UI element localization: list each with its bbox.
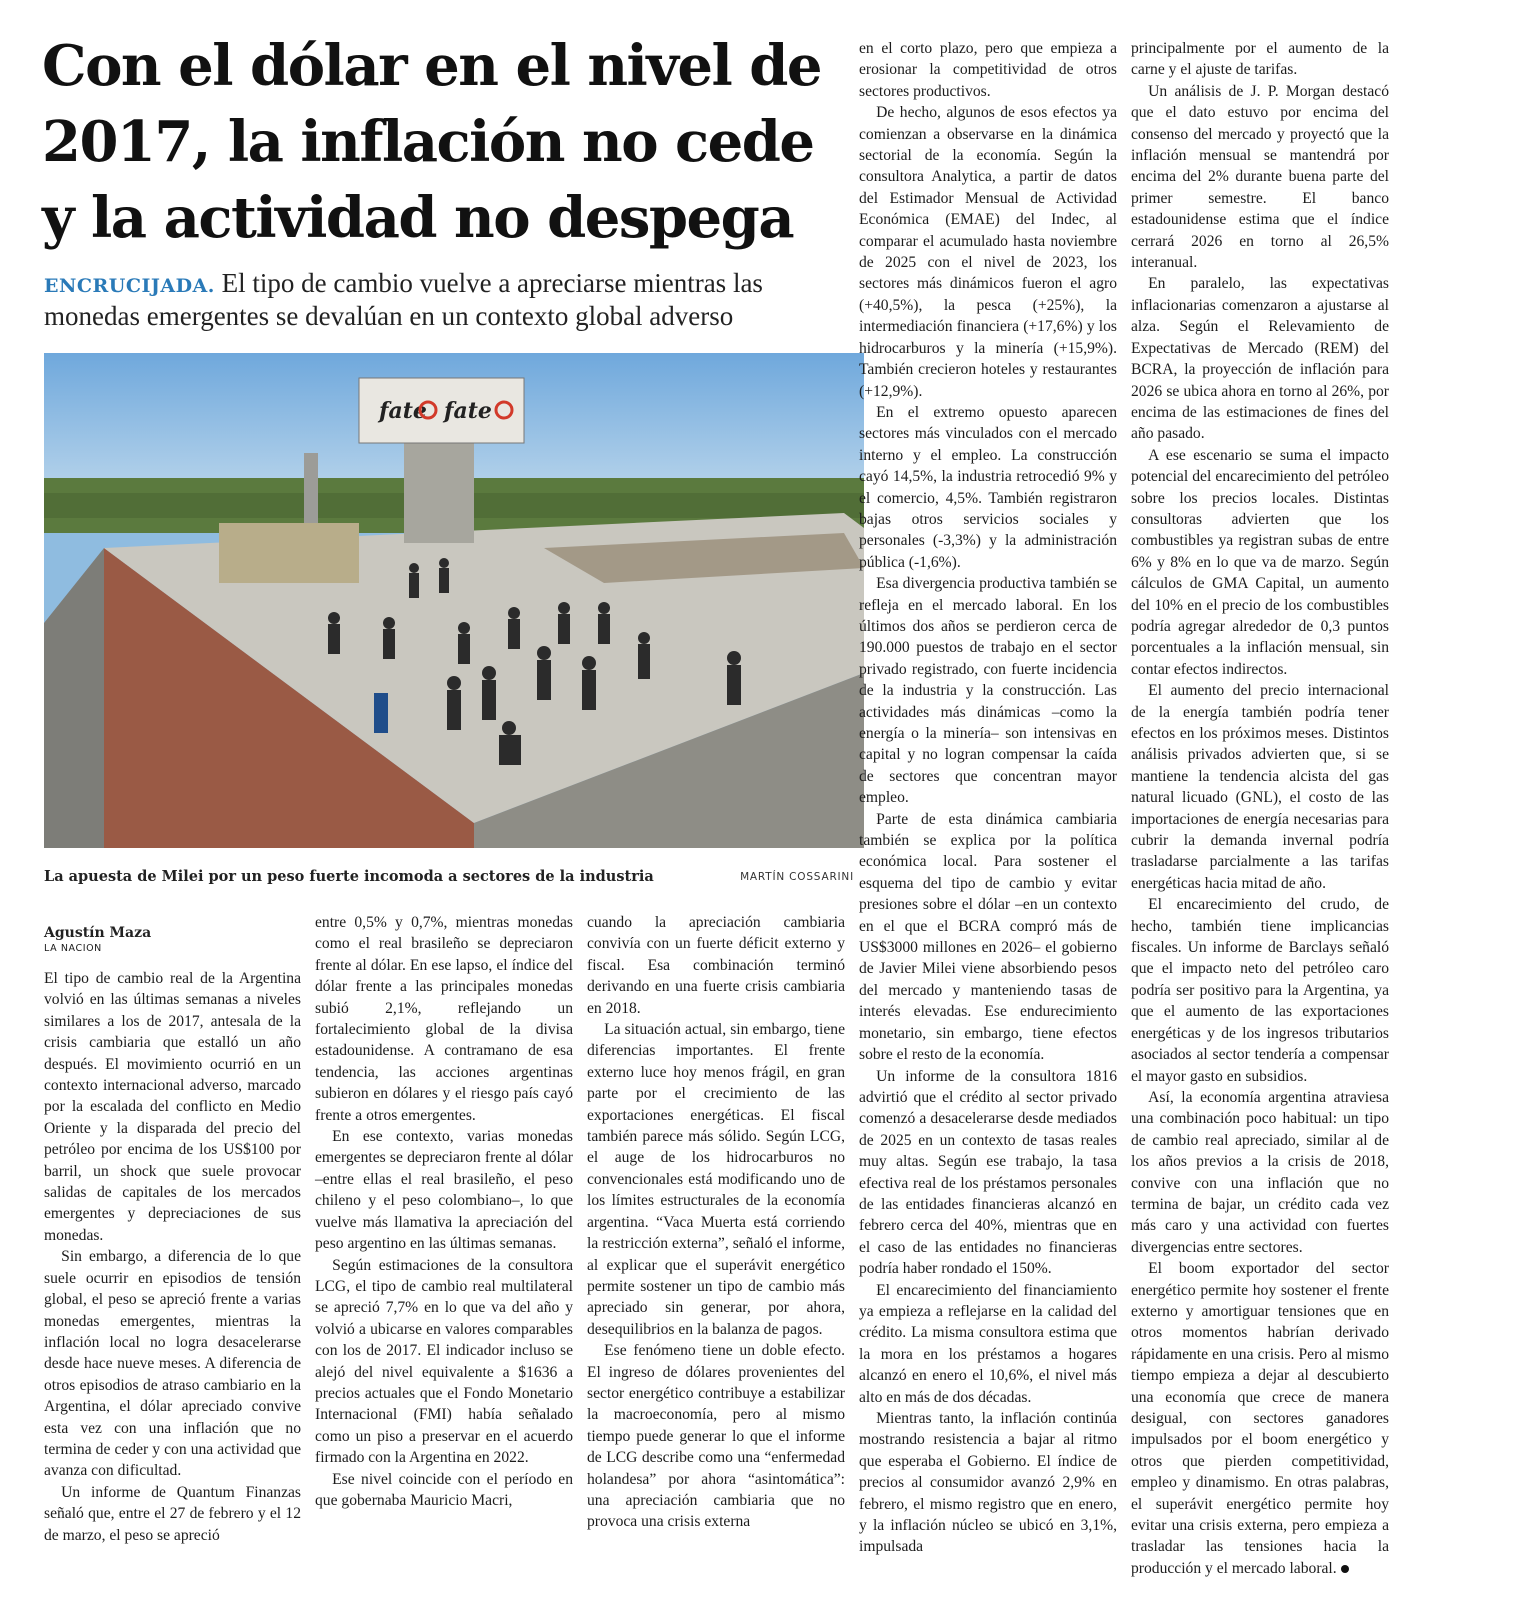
paragraph: Así, la economía argentina atraviesa una combinación poco habitual: un tipo de cambio real apreciado, similar al de los años previos a la crisis de 2018, convive con una inflación que no termina de bajar, un crédito cada vez más caro y una actividad con fuertes divergencias entre sectores.	[1131, 1088, 1389, 1256]
paragraph: entre 0,5% y 0,7%, mientras monedas como el real brasileño se depreciaron frente al dólar. En ese lapso, el índice del dólar frente a las principales monedas subió 2,1%, reflejando un fortalecimiento global de la divisa estadounidense. A contramano de esa tendencia, las acciones argentinas subieron en dólares y el riesgo país cayó frente a otros emergentes.	[315, 914, 573, 1124]
end-mark-icon	[1341, 1565, 1349, 1573]
paragraph: principalmente por el aumento de la carne y el ajuste de tarifas.	[1131, 40, 1389, 79]
paragraph: El aumento del precio internacional de la energía también podría tener efectos en los próximos meses. Distintos análisis privados advierten que, si se mantiene la tendencia alcista del gas natural licuado (GNL), el costo de las importaciones de energía necesarias para cubrir la demanda invernal podría trasladarse parcialmente a las tarifas energéticas hacia mitad de año.	[1131, 682, 1389, 892]
paragraph: Parte de esta dinámica cambiaria también se explica por la política económica local. Para sostener el esquema del tipo de cambio y evitar presiones sobre el dólar –en un contexto en el que el BCRA compró más de US$3000 millones en 2026– el gobierno de Javier Milei viene absorbiendo pesos del mercado y manteniendo tasas de interés elevadas. Ese endurecimiento monetario, sin embargo, tiene efectos sobre el resto de la economía.	[859, 810, 1117, 1064]
headline: Con el dólar en el nivel de 2017, la inflación no cede y la actividad no despega	[42, 33, 822, 251]
paragraph: Sin embargo, a diferencia de lo que suele ocurrir en episodios de tensión global, el peso se apreció frente a varias monedas emergentes, mientras la inflación local no logra desacelerarse desde hace nueve meses. A diferencia de otros episodios de atraso cambiario en la Argentina, el dólar apreciado convive esta vez con una inflación que no termina de ceder y con una actividad que avanza con dificultad.	[44, 1248, 301, 1480]
paragraph: El encarecimiento del crudo, de hecho, también tiene implicancias fiscales. Un informe de Barclays señaló que el impacto neto del petróleo caro podría ser positivo para la Argentina, ya que el aumento de las exportaciones energéticas y de los ingresos tributarios asociados al sector tendería a compensar el mayor gasto en subsidios.	[1131, 896, 1389, 1085]
paragraph: en el corto plazo, pero que empieza a erosionar la competitividad de otros sectores productivos.	[859, 40, 1117, 100]
byline-author: Agustín Maza	[44, 925, 152, 941]
deck-text: El tipo de cambio vuelve a apreciarse mientras las monedas emergentes se devalúan en un contexto global adverso	[44, 268, 763, 331]
byline	[44, 925, 294, 954]
paragraph: Un informe de Quantum Finanzas señaló que, entre el 27 de febrero y el 12 de marzo, el peso se apreció	[44, 1483, 301, 1544]
paragraph: En paralelo, las expectativas inflacionarias comenzaron a ajustarse al alza. Según el Relevamiento de Expectativas de Mercado (REM) del BCRA, la proyección de inflación para 2026 se ubica ahora en torno al 26%, por encima de las estimaciones de fines del año pasado.	[1131, 275, 1389, 443]
paragraph: Ese fenómeno tiene un doble efecto. El ingreso de dólares provenientes del sector energético contribuye a estabilizar la macroeconomía, pero al mismo tiempo puede generar lo que el informe de LCG describe como una “enfermedad holandesa” por ahora “asintomática”: una apreciación cambiaria que no provoca una crisis externa	[587, 1342, 845, 1531]
paragraph: El tipo de cambio real de la Argentina volvió en las últimas semanas a niveles similares a los de 2017, antesala de la crisis cambiaria que estalló un año después. El movimiento ocurrió en un contexto internacional adverso, marcado por la escalada del conflicto en Medio Oriente y la disparada del precio del petróleo por encima de los US$100 por barril, un shock que suele provocar salidas de capitales de los mercados emergentes y depreciaciones de sus monedas.	[44, 970, 301, 1244]
photo-sign-right: fate	[444, 398, 492, 424]
deck-kicker: ENCRUCIJADA.	[44, 275, 215, 297]
paragraph: Mientras tanto, la inflación continúa mostrando resistencia a bajar al ritmo que esperaba el Gobierno. El índice de precios al consumidor avanzó 2,9% en febrero, el mismo registro que en enero, y la inflación núcleo se ubicó en 3,1%, impulsada	[859, 1410, 1117, 1556]
deck	[44, 268, 864, 331]
paragraph: Ese nivel coincide con el período en que gobernaba Mauricio Macri,	[315, 1470, 573, 1509]
paragraph: En el extremo opuesto aparecen sectores más vinculados con el mercado interno y el empleo. La construcción cayó 14,5%, la industria retrocedió 9% y el comercio, 4,5%. También registraron bajas otros servicios sociales y personales (-3,3%) y la administración pública (-1,6%).	[859, 403, 1117, 571]
paragraph: Según estimaciones de la consultora LCG, el tipo de cambio real multilateral se apreció 7,7% en lo que va del año y volvió a ubicarse en valores comparables con los de 2017. El indicador incluso se alejó del nivel equivalente a $1636 a precios actuales que el Fondo Monetario Internacional (FMI) había señalado como un piso a preservar en el acuerdo firmado con la Argentina en 2022.	[315, 1256, 573, 1467]
article-column-2	[315, 912, 573, 1511]
paragraph: La situación actual, sin embargo, tiene diferencias importantes. El frente externo luce hoy menos frágil, en gran parte por el crecimiento de las exportaciones energéticas. El fiscal también parece más sólido. Según LCG, el auge de los hidrocarburos no convencionales está modificando uno de los límites estructurales de la economía argentina. “Vaca Muerta está corriendo la restricción externa”, señaló el informe, al explicar que el superávit energético permite sostener un tipo de cambio más apreciado sin generar, por ahora, desequilibrios en la balanza de pagos.	[587, 1021, 845, 1338]
paragraph: Esa divergencia productiva también se refleja en el mercado laboral. En los últimos dos años se perdieron cerca de 190.000 puestos de trabajo en el sector privado registrado, con fuerte incidencia de la industria y la construcción. Las actividades más dinámicas –como la energía o la minería– son intensivas en capital y no logran compensar la caída de sectores que concentran mayor empleo.	[859, 575, 1117, 807]
article-photo	[44, 353, 864, 848]
paragraph: Un informe de la consultora 1816 advirtió que el crédito al sector privado comenzó a desacelerarse desde mediados de 2025 en un contexto de tasas reales muy altas. Según ese trabajo, la tasa efectiva real de los préstamos personales de las entidades financieras alcanzó en febrero cerca del 40%, mientras que en el caso de las entidades no financieras podría haber rondado el 150%.	[859, 1067, 1117, 1278]
photo-caption: La apuesta de Milei por un peso fuerte incomoda a sectores de la industria	[44, 868, 654, 885]
article-column-1	[44, 968, 301, 1546]
paragraph: El encarecimiento del financiamiento ya empieza a reflejarse en la calidad del crédito. La misma consultora estima que la mora en los préstamos a hogares alcanzó en enero el 10,6%, el nivel más alto en más de dos décadas.	[859, 1281, 1117, 1406]
photo-sign-left: fate	[379, 398, 427, 424]
paragraph: En ese contexto, varias monedas emergentes se depreciaron frente al dólar –entre ellas el real brasileño, el peso chileno y el peso colombiano–, lo que vuelve más llamativa la apreciación del peso argentino en las últimas semanas.	[315, 1128, 573, 1253]
article-column-4	[859, 38, 1117, 1558]
paragraph: A ese escenario se suma el impacto potencial del encarecimiento del petróleo sobre los precios locales. Distintas consultoras advierten que los combustibles ya registran subas de entre 6% y 8% en lo que va de marzo. Según cálculos de GMA Capital, un aumento del 10% en el precio de los combustibles podría agregar alrededor de 0,3 puntos porcentuales a la inflación mensual, sin contar efectos indirectos.	[1131, 446, 1389, 678]
article-column-3	[587, 912, 845, 1533]
article-column-5	[1131, 38, 1389, 1579]
paragraph: De hecho, algunos de esos efectos ya comienzan a observarse en la dinámica sectorial de la economía. Según la consultora Analytica, a partir de datos del Estimador Mensual de Actividad Económica (EMAE) del Indec, al comparar el acumulado hasta noviembre de 2025 con el nivel de 2023, los sectores más dinámicos fueron el agro (+40,5%), la pesca (+25%), la intermediación financiera (+17,6%) y los hidrocarburos y la minería (+15,9%). También crecieron hoteles y restaurantes (+12,9%).	[859, 104, 1117, 400]
paragraph-last	[1131, 1258, 1389, 1579]
paragraph-text: El boom exportador del sector energético permite hoy sostener el frente externo y amortiguar tensiones que en otros momentos habrían derivado rápidamente en una crisis. Pero al mismo tiempo empieza a dejar al descubierto una economía que crece de manera desigual, con sectores ganadores impulsados por el boom energético y otros que pierden competitividad, empleo y dinamismo. En otras palabras, el superávit energético permite hoy evitar una crisis externa, pero empieza a trasladar las tensiones hacia la producción y el mercado laboral.	[1131, 1260, 1389, 1577]
paragraph: Un análisis de J. P. Morgan destacó que el dato estuvo por encima del consenso del mercado y proyectó que la inflación mensual se mantendrá por encima del 2% durante buena parte del primer semestre. El banco estadounidense estima que el índice cerrará 2026 en torno al 26,5% interanual.	[1131, 82, 1389, 272]
byline-outlet: LA NACION	[44, 943, 102, 954]
paragraph: cuando la apreciación cambiaria convivía con un fuerte déficit externo y fiscal. Esa combinación terminó derivando en una fuerte crisis cambiaria en 2018.	[587, 914, 845, 1017]
rooftop-photo-illustration	[44, 353, 864, 848]
photo-credit: MARTÍN COSSARINI	[740, 871, 854, 883]
